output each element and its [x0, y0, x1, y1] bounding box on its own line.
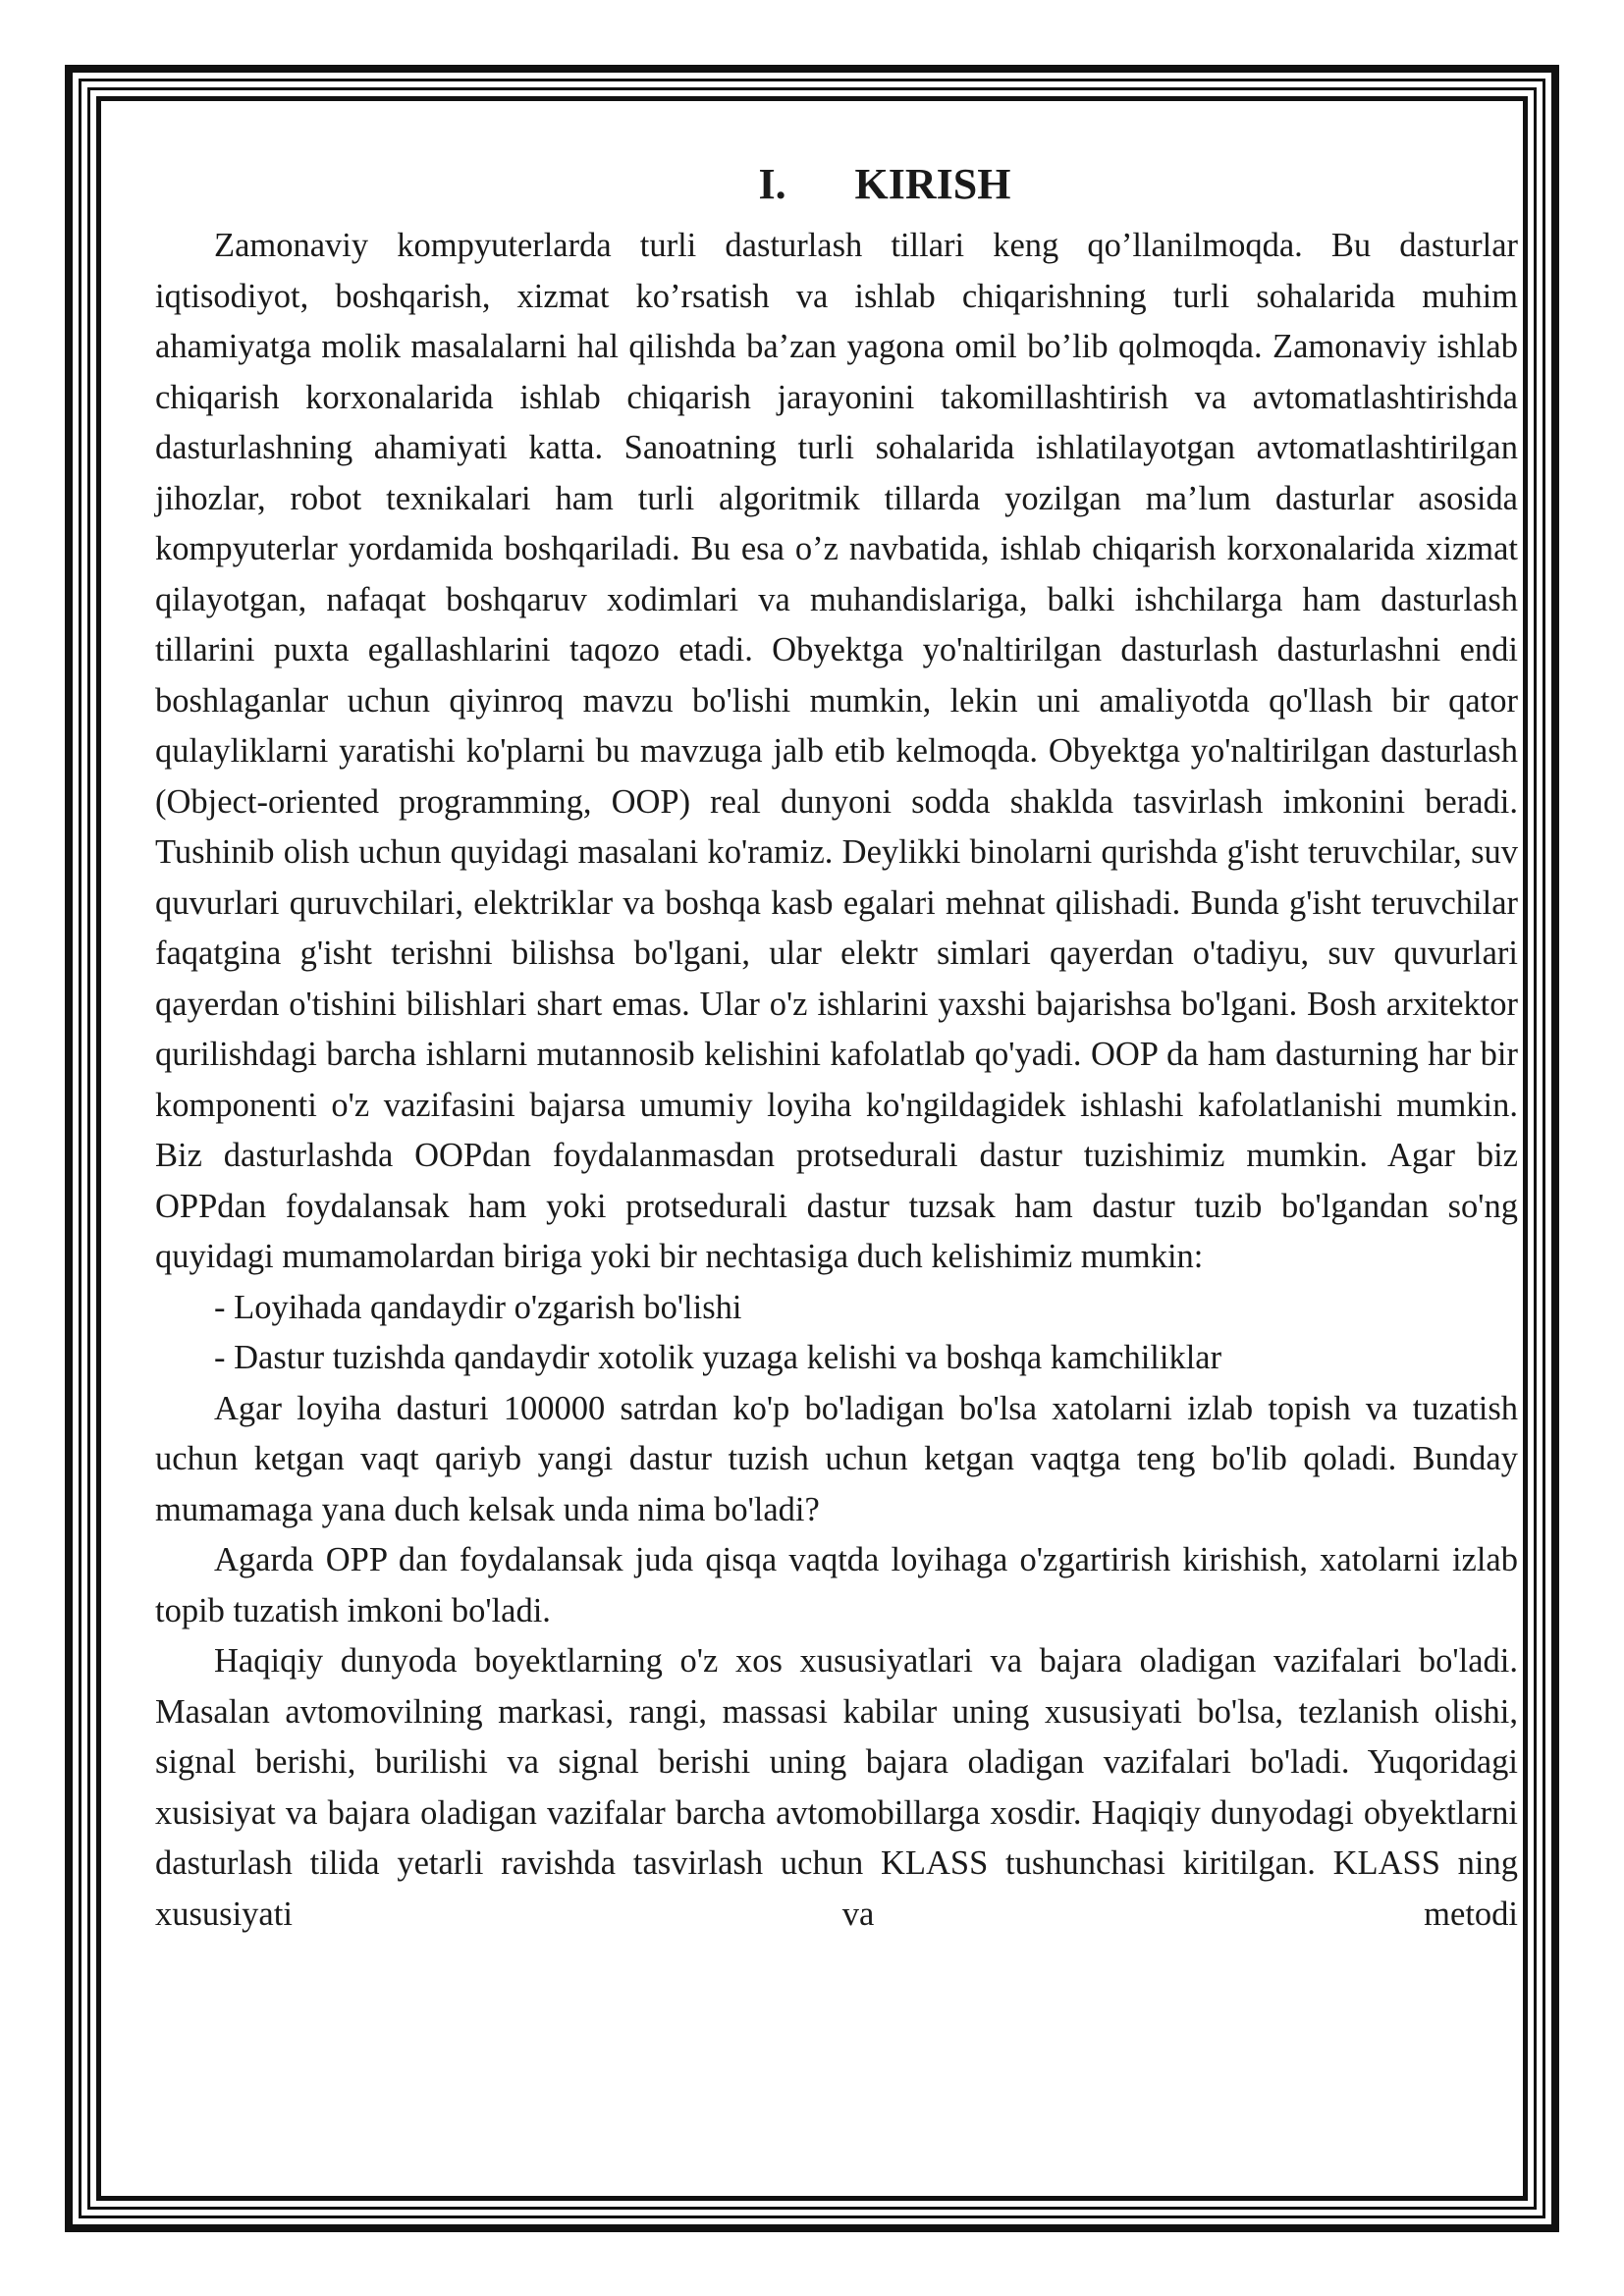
list-item: - Loyihada qandaydir o'zgarish bo'lishi [214, 1288, 742, 1326]
section-title: KIRISH [854, 160, 1011, 208]
paragraph-class-concept: Haqiqiy dunyoda boyektlarning o'z xos xususiyatlari va bajara oladigan vazifalari bo'ladi. Masalan avtomovilning markasi, rangi, massasi kabilar uning xususiyati bo'lsa, tezlanish olishi, signal berishi, burilishi va signal berishi uning bajara oladigan vazifalari bo'ladi. Yuqoridagi xusisiyat va bajara oladigan vazifalar barcha avtomobillarga xosdir. Haqiqiy dunyodagi obyektlarni dasturlash tilida yetarli ravishda tasvirlash uchun KLASS tushunchasi kiritilgan. KLASS ning xususiyati va metodi [155, 1642, 1518, 1933]
intro-paragraph: Zamonaviy kompyuterlarda turli dasturlash tillari keng qo’llanilmoqda. Bu dasturlar iqtisodiyot, boshqarish, xizmat ko’rsatish va ishlab chiqarishning turli sohalarida muhim ahamiyatga molik masalalarni hal qilishda ba’zan yagona omil bo’lib qolmoqda. Zamonaviy ishlab chiqarish korxonalarida ishlab chiqarish jarayonini takomillashtirish va avtomatlashtirishda dasturlashning ahamiyati katta. Sanoatning turli sohalarida ishlatilayotgan avtomatlashtirilgan jihozlar, robot texnikalari ham turli algoritmik tillarda yozilgan ma’lum dasturlar asosida kompyuterlar yordamida boshqariladi. Bu esa o’z navbatida, ishlab chiqarish korxonalarida xizmat qilayotgan, nafaqat boshqaruv xodimlari va muhandislariga, balki ishchilarga ham dasturlash tillarini puxta egallashlarini taqozo etadi. Obyektga yo'naltirilgan dasturlash dasturlashni endi boshlaganlar uchun qiyinroq mavzu bo'lishi mumkin, lekin uni amaliyotda qo'llash bir qator qulayliklarni yaratishi ko'plarni bu mavzuga jalb etib kelmoqda. Obyektga yo'naltirilgan dasturlash (Object-oriented programming, OOP) real dunyoni sodda shaklda tasvirlash imkonini beradi. Tushinib olish uchun quyidagi masalani ko'ramiz. Deylikki binolarni qurishda g'isht teruvchilar, suv quvurlari quruvchilari, elektriklar va boshqa kasb egalari mehnat qilishadi. Bunda g'isht teruvchilar faqatgina g'isht terishni bilishsa bo'lgani, ular elektr simlari qayerdan o'tadiyu, suv quvurlari qayerdan o'tishini bilishlari shart emas. Ular o'z ishlarini yaxshi bajarishsa bo'lgani. Bosh arxitektor qurilishdagi barcha ishlarni mutannosib kelishini kafolatlab qo'yadi. OOP da ham dasturning har bir komponenti o'z vazifasini bajarsa umumiy loyiha ko'ngildagidek ishlashi kafolatlanishi mumkin. Biz dasturlashda OOPdan foydalanmasdan protsedurali dastur tuzishimiz mumkin. Agar biz OPPdan foydalansak ham yoki protsedurali dastur tuzsak ham dastur tuzib bo'lgandan so'ng quyidagi mumamolardan biriga yoki bir nechtasiga duch kelishimiz mumkin: [155, 227, 1518, 1275]
section-number: I. [758, 160, 786, 208]
paragraph-oop-benefit: Agarda OPP dan foydalansak juda qisqa vaqtda loyihaga o'zgartirish kirishish, xatolarni izlab topib tuzatish imkoni bo'ladi. [155, 1541, 1518, 1629]
paragraph-lines-count: Agar loyiha dasturi 100000 satrdan ko'p bo'ladigan bo'lsa xatolarni izlab topish va tuzatish uchun ketgan vaqt qariyb yangi dastur tuzish uchun ketgan vaqtga teng bo'lib qoladi. Bunday mumamaga yana duch kelsak unda nima bo'ladi? [155, 1389, 1518, 1528]
page-content [155, 152, 1518, 1940]
list-item: - Dastur tuzishda qandaydir xotolik yuzaga kelishi va boshqa kamchiliklar [214, 1339, 1222, 1376]
section-heading [155, 152, 1518, 217]
